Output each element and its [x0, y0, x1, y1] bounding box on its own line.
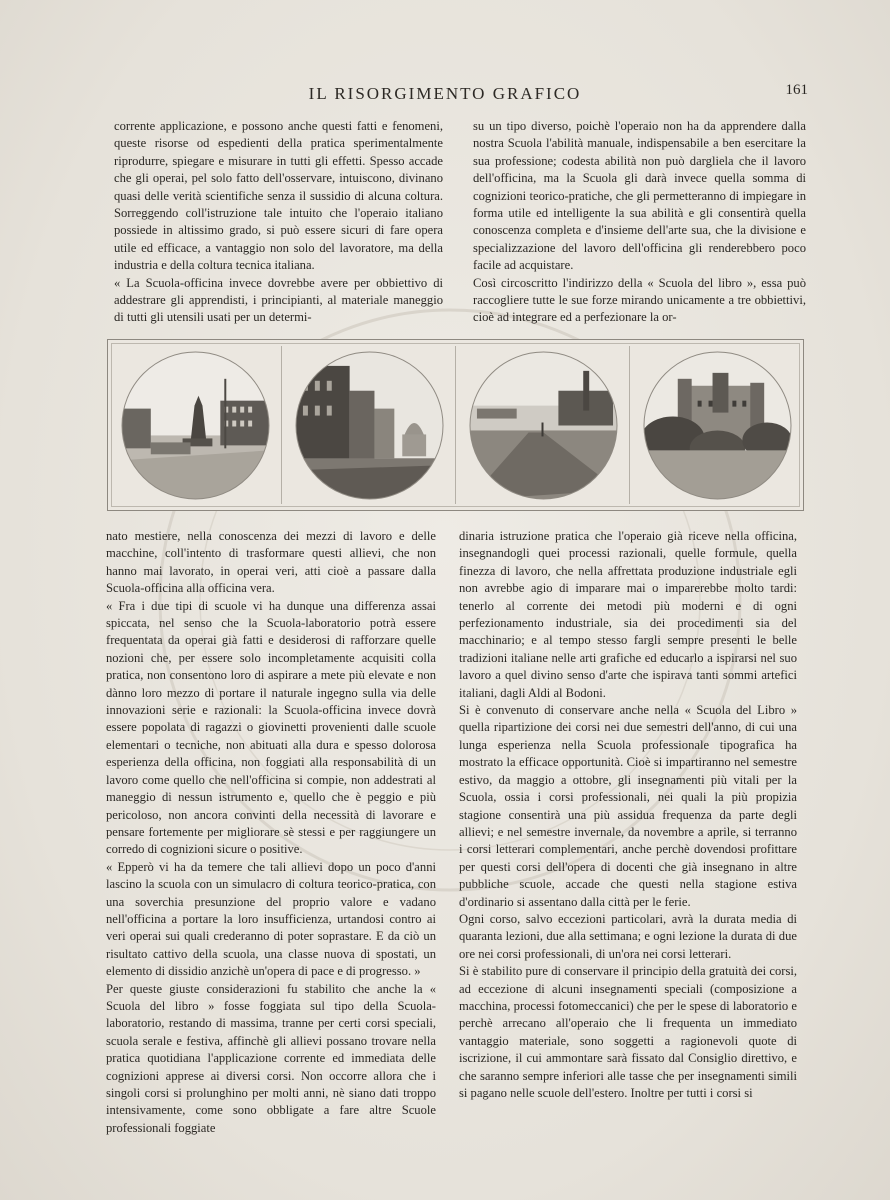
canal-palaces-photo: [295, 351, 444, 500]
paragraph: Ogni corso, salvo eccezioni particolari, avrà la durata media di quaranta lezioni, due alla settimana; e ogni lezione la durata di due ore nei corsi professionali, di un'ora nei corsi letterari.: [459, 911, 797, 961]
paragraph: nato mestiere, nella conoscenza dei mezzi di lavoro e delle macchine, coll'intento di trasformare questi allievi, che non hanno mai lavorato, in operai veri, atti cioè a passare dalla Scuola-officina alla officina vera.: [106, 529, 436, 596]
paragraph: « Fra i due tipi di scuole vi ha dunque una differenza assai spiccata, nel senso che la Scuola-laboratorio potrà essere frequentata da operai già fatti e desiderosi di rafforzare quelle nozioni che, per essere solo incompletamente acquisiti colla pratica, non consentono loro di aspirare a mete più elevate e non dànno loro mezzo di portare il naturale ingegno sulla via delle innovazioni serie e razionali: la Scuola-officina invece dovrà essere popolata di ragazzi o giovinetti provenienti dalle scuole elementari o tecniche, non abituati alla dura e spesso dolorosa esperienza della officina, non foggiati alla responsabilità di un lavoro come quello che nell'officina si compie, non addestrati al maneggio di nessun istrumento e, quello che è peggio e più pericoloso, non ancora convinti della necessità di lavorare e pensare fortemente per migliorare sè stessi e per raggiungere un corredo di cognizioni sicure o positive.: [106, 598, 436, 857]
photo-plate: [107, 339, 804, 511]
paragraph: dinaria istruzione pratica che l'operaio già riceve nella officina, insegnandogli quei processi razionali, quelle formule, quella finezza di lavoro, che nella affrettata produzione industriale egli non avrebbe agio di imparare mai o imparerebbe molto tardi: tenerlo al corrente dei metodi più moderni e di ogni perfezionamento industriale, sia dei procedimenti sia del macchinario; e al tempo stesso fargli sempre presenti le belle tradizioni italiane nelle arti grafiche ed educarlo a ispirarsi nel suo lavoro a quel divino senso d'arte che ispirava tanti sommi artefici italiani, dagli Aldi al Bodoni.: [459, 529, 797, 700]
paragraph: « La Scuola-officina invece dovrebbe avere per obbiettivo di addestrare gli apprendisti, i principianti, al materiale maneggio di tutti gli utensili usati per un determi-: [114, 275, 443, 325]
page-header: [0, 84, 890, 108]
top-right-column: [473, 118, 806, 327]
paragraph: corrente applicazione, e possono anche questi fatti e fenomeni, queste risorse od espedienti della pratica sperimentalmente riprodurre, spiegare e misurare in tutti gli effetti. Spesso accade che gli operai, pel solo fatto dell'osservare, intuiscono, divinano quasi delle verità scientifiche senza il sussidio di alcuna coltura. Sorreggendo coll'istruzione tale intuito che l'operaio italiano possiede in altissimo grado, si può essere sicuri di fare opera utile ed efficace, a vantaggio non solo del lavoratore, ma della industria e della coltura tecnica italiana.: [114, 119, 443, 273]
illustration-cell: [282, 340, 455, 510]
paragraph: Si è convenuto di conservare anche nella « Scuola del Libro » quella ripartizione dei corsi nei due semestri dell'anno, di cui una lunga esperienza nella Scuola professionale tipografica ha mostrato la efficace opportunità. Cioè si impartiranno nel semestre estivo, da maggio a ottobre, gli insegnamenti più vitali per la Scuola, ossia i corsi professionali, nei quali la più propizia stagione consentirà una più assidua frequenza da parte degli allievi; e nel semestre invernale, da novembre a aprile, si terranno i corsi letterari complementari, anche perchè dovendosi profittare per questi corsi dell'opera di docenti che già insegnano in altre pubbliche scuole, accade che questi nella stagione estiva d'ordinario si assentano dalla città per le ferie.: [459, 703, 797, 909]
piazza-monument-photo: [121, 351, 270, 500]
bottom-left-column: [106, 528, 436, 1137]
illustration-cell: [630, 340, 803, 510]
bottom-right-column: [459, 528, 797, 1102]
waterfront-quay-photo: [469, 351, 618, 500]
illustration-cell: [456, 340, 629, 510]
illustration-cell: [108, 340, 281, 510]
paragraph: Così circoscritto l'indirizzo della « Scuola del libro », essa può raccogliere tutte le sue forze mirando unicamente a tre obbiettivi, cioè ad integrare ed a perfezionare la or-: [473, 275, 806, 325]
page-number: 161: [785, 82, 808, 98]
paragraph: Per queste giuste considerazioni fu stabilito che anche la « Scuola del libro » fosse foggiata sul tipo della Scuola-laboratorio, restando di massima, tranne per certi corsi speciali, scuola serale e festiva, affinchè gli allievi possano trovare nella pratica quotidiana l'applicazione corrente ed immediata delle cognizioni apprese ai diversi corsi. Non occorre allora che i singoli corsi si prolunghino per molti anni, nè siano dati troppo intensivamente, come sono obbligate a fare altre Scuole professionali foggiate: [106, 981, 436, 1135]
top-left-column: [114, 118, 443, 327]
paragraph: su un tipo diverso, poichè l'operaio non ha da apprendere dalla nostra Scuola l'abilità manuale, indispensabile a ben esercitare la sua professione; codesta abilità non può dargliela che il lavoro dell'officina, ma la Scuola gli darà invece quella somma di cognizioni teorico-pratiche, che gli permetteranno di impiegare in forma utile ed intelligente la sua abilità e gli consentirà quella conoscenza completa e d'insieme dell'arte sua, che la divisione e specializzazione del lavoro dell'officina gli renderebbero poco facile ad acquistare.: [473, 119, 806, 273]
running-title: IL RISORGIMENTO GRAFICO: [308, 84, 582, 103]
paragraph: « Epperò vi ha da temere che tali allievi dopo un poco d'anni lascino la scuola con un simulacro di coltura teorico-pratica, con una soverchia presunzione del proprio valore e vadano nell'officina a portare la loro insufficienza, urtandosi contro ai veri operai sui quali crederanno di poter soprastare. E da ciò un risultato cattivo della scuola, una classe nuova di spostati, un elemento di dissidio anzichè un'opera di pace e di progresso. »: [106, 859, 436, 979]
paragraph: Si è stabilito pure di conservare il principio della gratuità dei corsi, ad eccezione di alcuni insegnamenti speciali (composizione a macchina, processi fotomeccanici) che per le spese di laboratorio e perchè arrecano all'operaio che li frequenta un immediato vantaggio materiale, sono soggetti a ragionevoli quote di iscrizione, il cui ammontare sarà fissato dal Consiglio direttivo, e che saranno sempre inferiori alle tasse che per insegnamenti simili si pagano nelle scuole dell'estero. Inoltre per tutti i corsi si: [459, 964, 797, 1100]
castle-park-photo: [643, 351, 792, 500]
